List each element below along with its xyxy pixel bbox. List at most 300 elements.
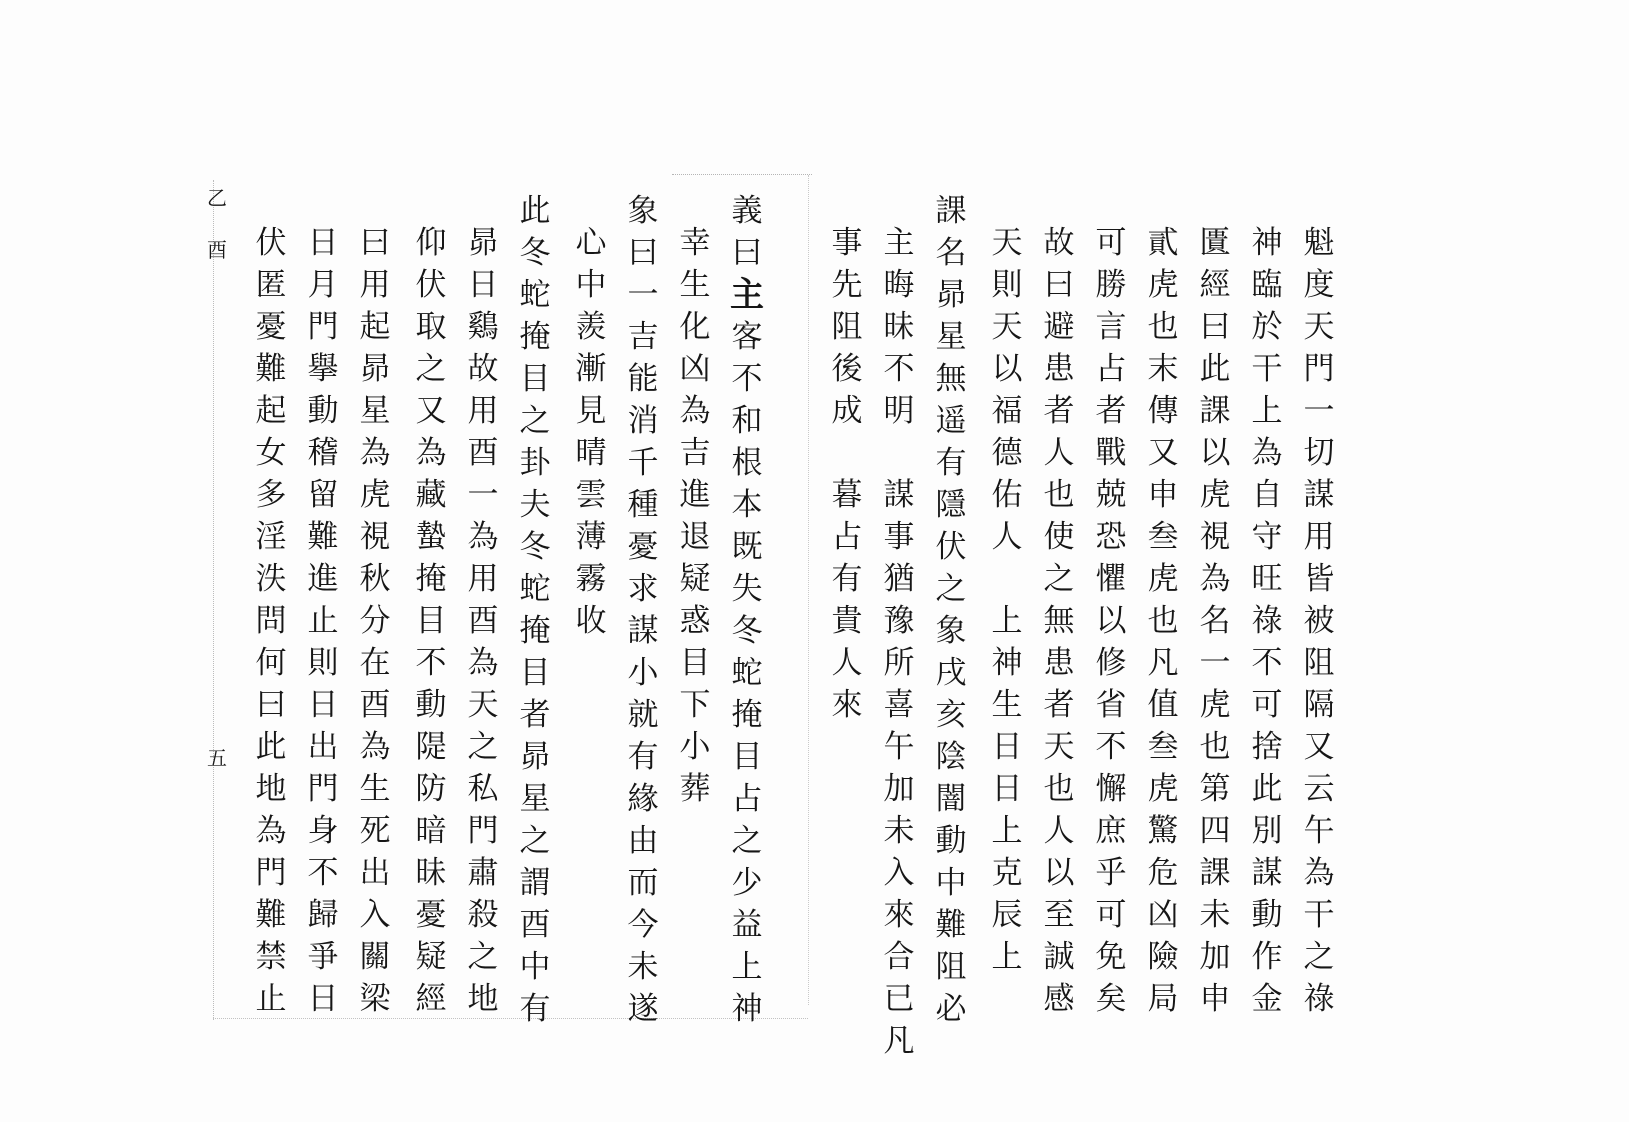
column-char: 為 [467,519,499,555]
column-char: 義 [731,193,763,229]
column-char: 之 [519,823,551,859]
column-char: 福 [991,393,1023,429]
column-char: 辰 [991,897,1023,933]
column-char: 必 [935,991,967,1027]
column-char: 虎 [1147,771,1179,807]
column-char: 四 [1199,813,1231,849]
column-char: 不 [731,361,763,397]
column-char: 象 [627,193,659,229]
column-char: 昴 [359,351,391,387]
column-char: 今 [627,907,659,943]
column-char: 人 [1043,813,1075,849]
column-char: 申 [1199,981,1231,1017]
column-char: 暗 [415,813,447,849]
column-space [826,432,868,474]
column-char: 守 [1251,519,1283,555]
column-char: 曰 [359,225,391,261]
column-char: 貳 [1147,225,1179,261]
column-char: 戰 [1095,435,1127,471]
column-char: 女 [255,435,287,471]
column-char: 上 [991,603,1023,639]
column-char: 可 [1095,225,1127,261]
column-char: 祿 [1251,603,1283,639]
column-char: 局 [1147,981,1179,1017]
left-column-4 [570,222,612,642]
column-char: 中 [519,949,551,985]
column-char: 昴 [467,225,499,261]
column-char: 故 [467,351,499,387]
column-char: 患 [1043,645,1075,681]
column-char: 小 [679,729,711,765]
column-char: 難 [935,907,967,943]
column-char: 虎 [1199,477,1231,513]
column-char: 吉 [627,319,659,355]
column-char: 貴 [831,603,863,639]
column-char: 度 [1303,267,1335,303]
column-char: 冬 [731,613,763,649]
column-char: 者 [1043,687,1075,723]
column-char: 掩 [415,561,447,597]
column-char: 月 [307,267,339,303]
column-char: 門 [255,855,287,891]
column-char: 別 [1251,813,1283,849]
column-char: 疑 [679,561,711,597]
column-char: 隱 [935,487,967,523]
column-char: 以 [1043,855,1075,891]
column-char: 後 [831,351,863,387]
column-char: 鷄 [467,309,499,345]
column-char: 無 [935,361,967,397]
column-char: 星 [359,393,391,429]
column-char: 之 [415,351,447,387]
column-char: 根 [731,445,763,481]
column-char: 魁 [1303,225,1335,261]
column-char: 德 [991,435,1023,471]
column-char: 惑 [679,603,711,639]
column-char: 見 [575,393,607,429]
column-char: 占 [1095,351,1127,387]
column-char: 此 [1199,351,1231,387]
column-char: 留 [307,477,339,513]
column-char: 曰 [1199,309,1231,345]
right-column-3 [1194,222,1236,1020]
column-char: 益 [731,907,763,943]
column-char: 進 [307,561,339,597]
column-char: 漸 [575,351,607,387]
column-char: 消 [627,403,659,439]
column-char: 難 [307,519,339,555]
column-char: 成 [831,393,863,429]
column-char: 象 [935,613,967,649]
column-char: 何 [255,645,287,681]
column-char: 天 [1303,309,1335,345]
column-char: 殺 [467,897,499,933]
column-char: 叁 [1147,519,1179,555]
column-char: 分 [359,603,391,639]
column-char: 視 [359,519,391,555]
column-char: 入 [359,897,391,933]
column-char: 所 [883,645,915,681]
column-char: 擧 [307,351,339,387]
column-char: 主 [883,225,915,261]
column-char: 加 [1199,939,1231,975]
column-char: 占 [831,519,863,555]
column-char: 凡 [883,1023,915,1059]
column-char: 憂 [415,897,447,933]
column-char: 阻 [831,309,863,345]
column-char: 隄 [415,729,447,765]
column-char: 感 [1043,981,1075,1017]
column-char: 夫 [519,487,551,523]
column-char: 修 [1095,645,1127,681]
column-char: 歸 [307,897,339,933]
column-char: 午 [1303,813,1335,849]
column-char: 地 [467,981,499,1017]
column-char: 梁 [359,981,391,1017]
column-char: 又 [1303,729,1335,765]
column-char: 干 [1251,351,1283,387]
column-char: 名 [935,235,967,271]
column-char: 多 [255,477,287,513]
column-char: 金 [1251,981,1283,1017]
left-column-6 [462,222,504,1020]
column-char: 客 [731,319,763,355]
column-char: 天 [991,309,1023,345]
column-char: 者 [519,697,551,733]
column-char: 神 [991,645,1023,681]
column-char: 作 [1251,939,1283,975]
column-char: 掩 [519,613,551,649]
column-char: 入 [883,855,915,891]
column-char: 遥 [935,403,967,439]
column-char: 虎 [1199,687,1231,723]
column-char: 雲 [575,477,607,513]
column-char: 蛇 [519,571,551,607]
column-char: 隔 [1303,687,1335,723]
column-char: 第 [1199,771,1231,807]
column-char: 伏 [255,225,287,261]
column-char: 先 [831,267,863,303]
column-char: 生 [991,687,1023,723]
right-column-7 [986,222,1028,978]
column-char: 豫 [883,603,915,639]
column-char: 為 [255,813,287,849]
column-char: 來 [831,687,863,723]
column-char: 禁 [255,939,287,975]
column-char: 免 [1095,939,1127,975]
column-char: 憂 [255,309,287,345]
column-char: 乎 [1095,855,1127,891]
column-char: 日 [307,225,339,261]
column-char: 為 [467,645,499,681]
column-char: 用 [1303,519,1335,555]
column-char: 本 [731,487,763,523]
column-char: 掩 [731,697,763,733]
column-char: 小 [627,655,659,691]
column-char: 故 [1043,225,1075,261]
column-char: 可 [1095,897,1127,933]
column-char: 酉 [467,435,499,471]
column-char: 泆 [255,561,287,597]
column-char: 蛇 [519,277,551,313]
column-char: 日 [991,771,1023,807]
column-char: 被 [1303,603,1335,639]
column-char: 之 [519,403,551,439]
column-char: 經 [415,981,447,1017]
column-char: 神 [731,991,763,1027]
column-char: 酉 [519,907,551,943]
column-char: 昴 [935,277,967,313]
column-char: 目 [731,739,763,775]
column-char: 一 [627,277,659,313]
column-char: 者 [1043,393,1075,429]
column-char: 和 [731,403,763,439]
column-char: 阻 [935,949,967,985]
column-char: 既 [731,529,763,565]
left-column-2 [674,222,716,810]
column-char: 謂 [519,865,551,901]
column-char: 門 [1303,351,1335,387]
column-char: 也 [1199,729,1231,765]
column-char: 矣 [1095,981,1127,1017]
column-char: 捨 [1251,729,1283,765]
column-char: 仰 [415,225,447,261]
column-char: 動 [415,687,447,723]
column-char: 能 [627,361,659,397]
column-char: 疑 [415,939,447,975]
center-gutter [808,175,810,1005]
column-char: 昧 [415,855,447,891]
column-char: 虎 [1147,561,1179,597]
left-column-9 [302,222,344,1020]
column-char: 旺 [1251,561,1283,597]
column-char: 酉 [359,687,391,723]
column-char: 失 [731,571,763,607]
column-char: 中 [575,267,607,303]
column-char: 為 [1251,435,1283,471]
column-char: 喜 [883,687,915,723]
column-char: 云 [1303,771,1335,807]
column-char: 陰 [935,739,967,775]
column-char: 自 [1251,477,1283,513]
column-char: 也 [1043,771,1075,807]
column-char: 止 [255,981,287,1017]
column-char: 心 [575,225,607,261]
margin-note-top [196,178,238,218]
column-char: 切 [1303,435,1335,471]
column-char: 不 [415,645,447,681]
column-char: 上 [991,939,1023,975]
right-column-4 [1142,222,1184,1020]
column-char: 門 [307,771,339,807]
column-char: 難 [255,897,287,933]
column-char: 未 [627,949,659,985]
left-column-5 [514,190,556,1030]
column-char: 身 [307,813,339,849]
column-char: 以 [1095,603,1127,639]
column-char: 有 [831,561,863,597]
column-char: 薄 [575,519,607,555]
column-char: 晦 [883,267,915,303]
column-char: 神 [1251,225,1283,261]
column-char: 伏 [415,267,447,303]
column-char: 也 [1043,477,1075,513]
column-char: 主 [730,275,764,315]
column-char: 冬 [519,529,551,565]
column-char: 使 [1043,519,1075,555]
column-char: 謀 [627,613,659,649]
column-char: 門 [467,813,499,849]
column-char: 申 [1147,477,1179,513]
column-char: 則 [991,267,1023,303]
column-char: 以 [991,351,1023,387]
column-char: 肅 [467,855,499,891]
column-char: 生 [359,771,391,807]
column-char: 少 [731,865,763,901]
column-char: 無 [1043,603,1075,639]
column-char: 蛇 [731,655,763,691]
column-char: 又 [415,393,447,429]
column-char: 卦 [519,445,551,481]
column-char: 難 [255,351,287,387]
column-char: 種 [627,487,659,523]
column-char: 祿 [1303,981,1335,1017]
column-char: 葬 [679,771,711,807]
column-char: 昴 [519,739,551,775]
column-char: 於 [1251,309,1283,345]
column-char: 謀 [1303,477,1335,513]
column-char: 避 [1043,309,1075,345]
page-number [196,738,238,778]
column-char: 退 [679,519,711,555]
column-char: 出 [359,855,391,891]
column-char: 日 [991,729,1023,765]
column-char: 勝 [1095,267,1127,303]
column-space [878,432,920,474]
column-char: 占 [731,781,763,817]
column-char: 起 [359,309,391,345]
column-char: 稽 [307,435,339,471]
column-char: 冬 [519,235,551,271]
column-char: 取 [415,309,447,345]
column-char: 地 [255,771,287,807]
column-char: 懼 [1095,561,1127,597]
column-char: 由 [627,823,659,859]
column-char: 凶 [679,351,711,387]
right-column-8 [930,190,972,1030]
column-char: 門 [307,309,339,345]
column-char: 酉 [207,238,227,262]
column-char: 酉 [467,603,499,639]
column-char: 也 [1147,603,1179,639]
column-char: 上 [991,813,1023,849]
column-char: 課 [1199,855,1231,891]
left-column-3 [622,190,664,1030]
column-char: 此 [519,193,551,229]
column-char: 中 [935,865,967,901]
column-char: 曰 [1043,267,1075,303]
column-char: 懈 [1095,771,1127,807]
column-char: 恐 [1095,519,1127,555]
page-top-edge [672,174,812,176]
column-char: 羨 [575,309,607,345]
column-char: 目 [519,655,551,691]
column-char: 吉 [679,435,711,471]
column-char: 謀 [1251,855,1283,891]
column-char: 爭 [307,939,339,975]
column-char: 名 [1199,603,1231,639]
column-char: 省 [1095,687,1127,723]
right-column-5 [1090,222,1132,1020]
column-char: 皆 [1303,561,1335,597]
column-char: 用 [359,267,391,303]
column-char: 天 [467,687,499,723]
column-char: 為 [1199,561,1231,597]
column-char: 天 [1043,729,1075,765]
column-char: 經 [1199,267,1231,303]
column-char: 合 [883,939,915,975]
column-char: 有 [519,991,551,1027]
column-char: 之 [731,823,763,859]
column-char: 已 [883,981,915,1017]
column-char: 事 [883,519,915,555]
column-char: 人 [991,519,1023,555]
column-char: 天 [991,225,1023,261]
column-char: 叁 [1147,729,1179,765]
column-char: 動 [1251,897,1283,933]
column-char: 上 [1251,393,1283,429]
right-column-1 [1298,222,1340,1020]
column-char: 防 [415,771,447,807]
column-char: 虎 [1147,267,1179,303]
column-char: 驚 [1147,813,1179,849]
column-char: 不 [1095,729,1127,765]
column-char: 人 [1043,435,1075,471]
column-char: 為 [359,729,391,765]
left-column-1 [726,190,768,1030]
column-char: 末 [1147,351,1179,387]
column-char: 日 [307,981,339,1017]
column-char: 未 [883,813,915,849]
column-char: 藏 [415,477,447,513]
column-char: 就 [627,697,659,733]
column-char: 目 [679,645,711,681]
column-char: 曰 [255,687,287,723]
column-char: 干 [1303,897,1335,933]
column-char: 人 [831,645,863,681]
column-char: 不 [883,351,915,387]
column-char: 戌 [935,655,967,691]
column-char: 一 [1303,393,1335,429]
column-char: 起 [255,393,287,429]
column-char: 克 [991,855,1023,891]
column-char: 乙 [207,186,227,210]
column-char: 為 [359,435,391,471]
column-char: 求 [627,571,659,607]
column-char: 而 [627,865,659,901]
column-char: 關 [359,939,391,975]
column-char: 之 [467,729,499,765]
column-char: 匱 [1199,225,1231,261]
column-char: 值 [1147,687,1179,723]
column-char: 加 [883,771,915,807]
column-char: 化 [679,309,711,345]
column-char: 緣 [627,781,659,817]
column-char: 在 [359,645,391,681]
right-column-9 [878,222,920,1062]
column-char: 伏 [935,529,967,565]
column-char: 言 [1095,309,1127,345]
